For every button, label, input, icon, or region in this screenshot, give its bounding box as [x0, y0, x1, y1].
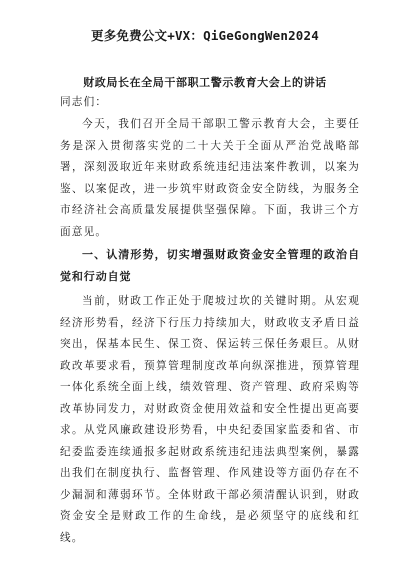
salutation: 同志们：	[60, 96, 108, 108]
section-paragraph: 当前，财政工作正处于爬坡过坎的关键时期。从宏观经济形势看，经济下行压力持续加大，财政收支矛盾日益突出，保基本民生、保工资、保运转三保任务艰巨。从财政改革要求看，预算管理制度改革向纵深推进，预算管理一体化系统全面上线，绩效管理、资产管理、政府采购等改革协同发力，对财政资金使用效益和安全性提出更高要求。从党风廉政建设形势看，中央纪委国家监委和省、市纪委监委连续通报多起财政系统违纪违法典型案例，暴露出我们在制度执行、监督管理、作风建设等方面仍存在不少漏洞和薄弱环节。全体财政干部必须清醒认识到，财政资金安全是财政工作的生命线，是必须坚守的底线和红线。	[60, 295, 360, 544]
intro-paragraph: 今天，我们召开全局干部职工警示教育大会，主要任务是深入贯彻落实党的二十大关于全面从严治党战略部署，深刻汲取近年来财政系统违纪违法案件教训，以案为鉴、以案促改，进一步筑牢财政资金安全防线，为服务全市经济社会高质量发展提供坚强保障。下面，我讲三个方面意见。	[60, 118, 360, 238]
document-title: 财政局长在全局干部职工警示教育大会上的讲话	[83, 76, 327, 89]
watermark-header-text: 更多免费公文+VX：QiGeGongWen2024	[91, 28, 319, 43]
section-heading: 一、认清形势，切实增强财政资金安全管理的政治自觉和行动自觉	[60, 248, 360, 283]
